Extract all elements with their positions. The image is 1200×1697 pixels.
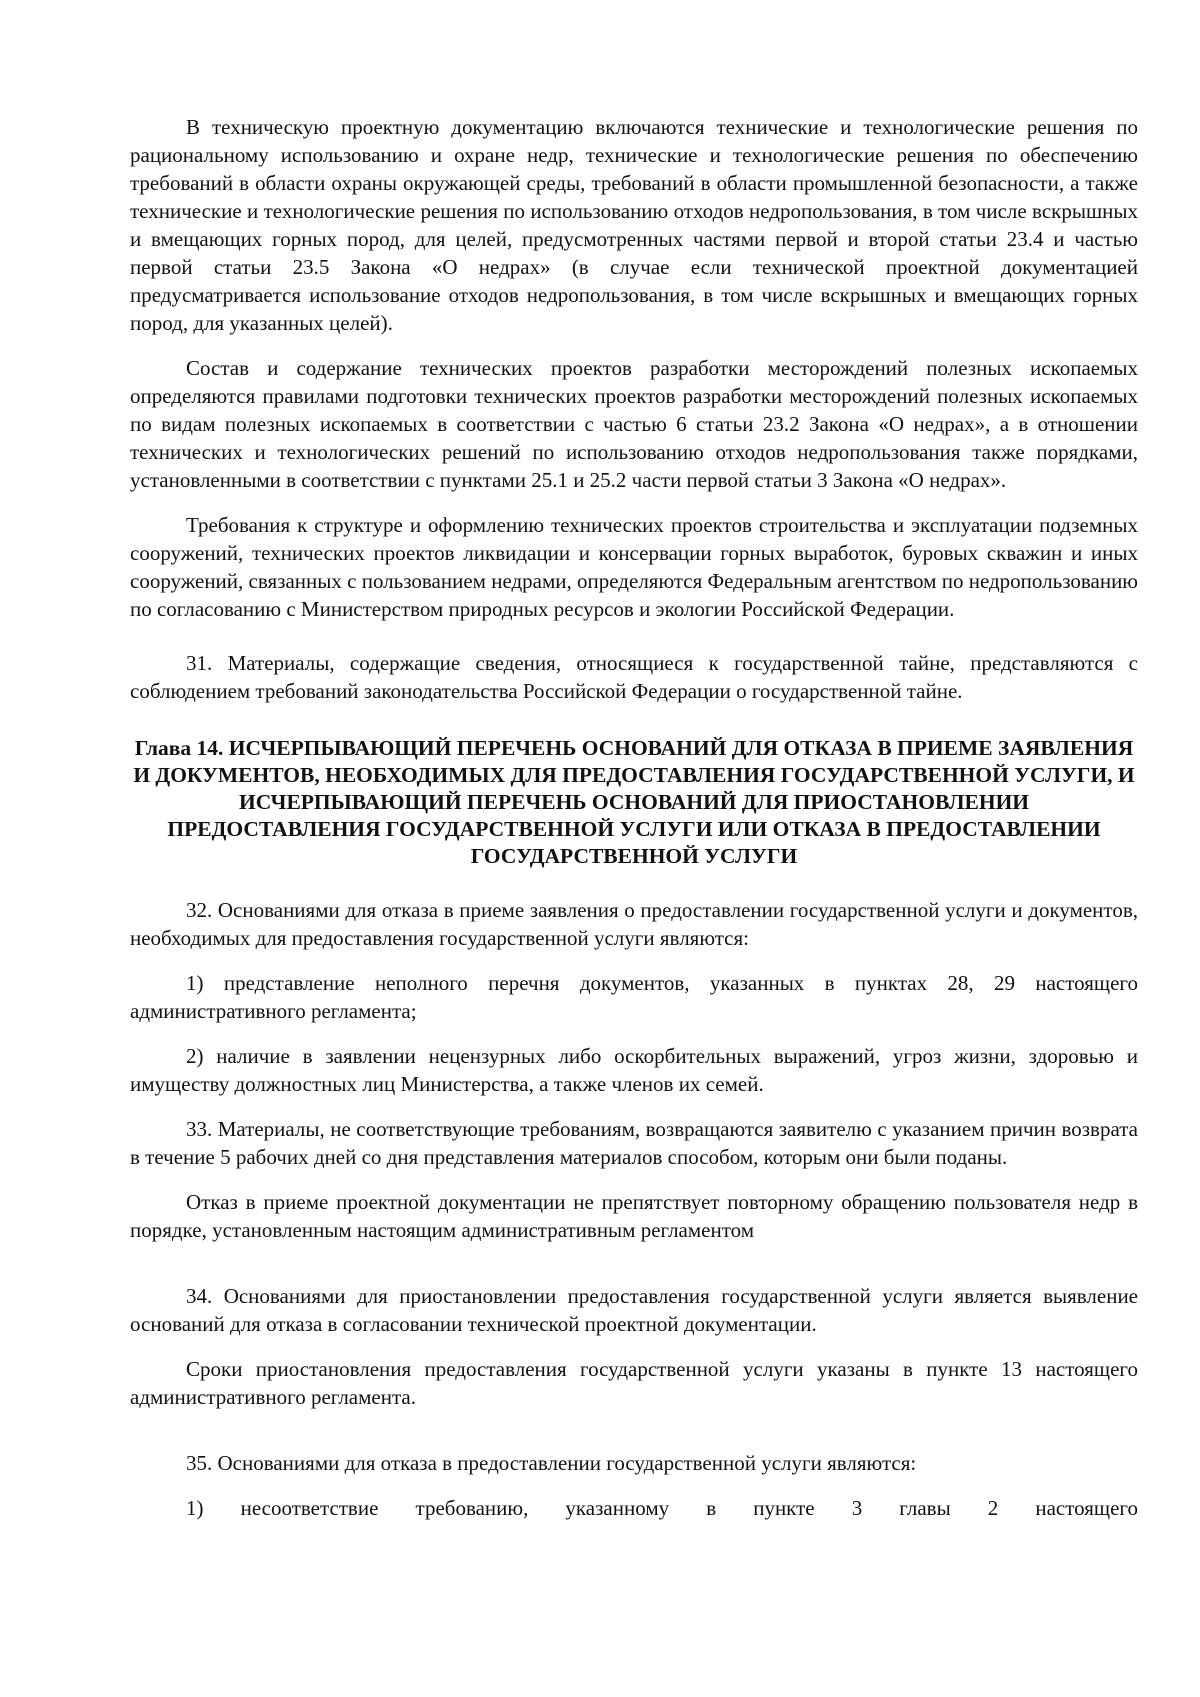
document-body xyxy=(130,113,1138,1522)
list-item-32-1: 1) представление неполного перечня документов, указанных в пунктах 28, 29 настоящего административного регламента; xyxy=(130,971,1138,1023)
list-item-32-2: 2) наличие в заявлении нецензурных либо оскорбительных выражений, угроз жизни, здоровью и имуществу должностных лиц Министерства, а также членов их семей. xyxy=(130,1044,1138,1096)
paragraph-35-denial-grounds: 35. Основаниями для отказа в предоставлении государственной услуги являются: xyxy=(186,1451,917,1475)
paragraph-technical-projects-composition: Состав и содержание технических проектов разработки месторождений полезных ископаемых определяются правилами подготовки технических проектов разработки месторождений полезных ископаемых по видам полезных ископаемых в соответствии с частью 6 статьи 23.2 Закона «О недрах», а в отношении технических и технологических решений по использованию отходов недропользования также порядками, установленными в соответствии с пунктами 25.1 и 25.2 части первой статьи 3 Закона «О недрах». xyxy=(130,356,1138,492)
paragraph-31-state-secret: 31. Материалы, содержащие сведения, относящиеся к государственной тайне, представляются с соблюдением требований законодательства Российской Федерации о государственной тайне. xyxy=(130,651,1138,703)
paragraph-project-documentation-contents: В техническую проектную документацию включаются технические и технологические решения по рациональному использованию и охране недр, технические и технологические решения по обеспечению требований в области охраны окружающей среды, требований в области промышленной безопасности, а также технические и технологические решения по использованию отходов недропользования, в том числе вскрышных и вмещающих горных пород, для целей, предусмотренных частями первой и второй статьи 23.4 и частью первой статьи 23.5 Закона «О недрах» (в случае если технической проектной документацией предусматривается использование отходов недропользования, в том числе вскрышных и вмещающих горных пород, для указанных целей). xyxy=(130,115,1138,335)
paragraph-refusal-not-preventing: Отказ в приеме проектной документации не препятствует повторному обращению пользователя недр в порядке, установленным настоящим административным регламентом xyxy=(130,1190,1138,1242)
chapter-14-heading: Глава 14. ИСЧЕРПЫВАЮЩИЙ ПЕРЕЧЕНЬ ОСНОВАНИЙ ДЛЯ ОТКАЗА В ПРИЕМЕ ЗАЯВЛЕНИЯ И ДОКУМЕНТОВ, НЕОБХОДИМЫХ ДЛЯ ПРЕДОСТАВЛЕНИЯ ГОСУДАРСТВЕННОЙ УСЛУГИ, И ИСЧЕРПЫВАЮЩИЙ ПЕРЕЧЕНЬ ОСНОВАНИЙ ДЛЯ ПРИОСТАНОВЛЕНИИ ПРЕДОСТАВЛЕНИЯ ГОСУДАРСТВЕННОЙ УСЛУГИ ИЛИ ОТКАЗА В ПРЕДОСТАВЛЕНИИ ГОСУДАРСТВЕННОЙ УСЛУГИ xyxy=(133,736,1135,868)
paragraph-32-refusal-grounds: 32. Основаниями для отказа в приеме заявления о предоставлении государственной услуги и документов, необходимых для предоставления государственной услуги являются: xyxy=(130,898,1138,950)
paragraph-34-suspension-grounds: 34. Основаниями для приостановлении предоставления государственной услуги является выявление оснований для отказа в согласовании технической проектной документации. xyxy=(130,1284,1138,1336)
paragraph-33-return-of-materials: 33. Материалы, не соответствующие требованиям, возвращаются заявителю с указанием причин возврата в течение 5 рабочих дней со дня представления материалов способом, которым они были поданы. xyxy=(130,1117,1138,1169)
list-item-35-1: 1) несоответствие требованию, указанному в пункте 3 главы 2 настоящего xyxy=(186,1496,1138,1520)
paragraph-structure-requirements: Требования к структуре и оформлению технических проектов строительства и эксплуатации подземных сооружений, технических проектов ликвидации и консервации горных выработок, буровых скважин и иных сооружений, связанных с пользованием недрами, определяются Федеральным агентством по недропользованию по согласованию с Министерством природных ресурсов и экологии Российской Федерации. xyxy=(130,513,1138,621)
paragraph-suspension-terms: Сроки приостановления предоставления государственной услуги указаны в пункте 13 настоящего административного регламента. xyxy=(130,1357,1138,1409)
